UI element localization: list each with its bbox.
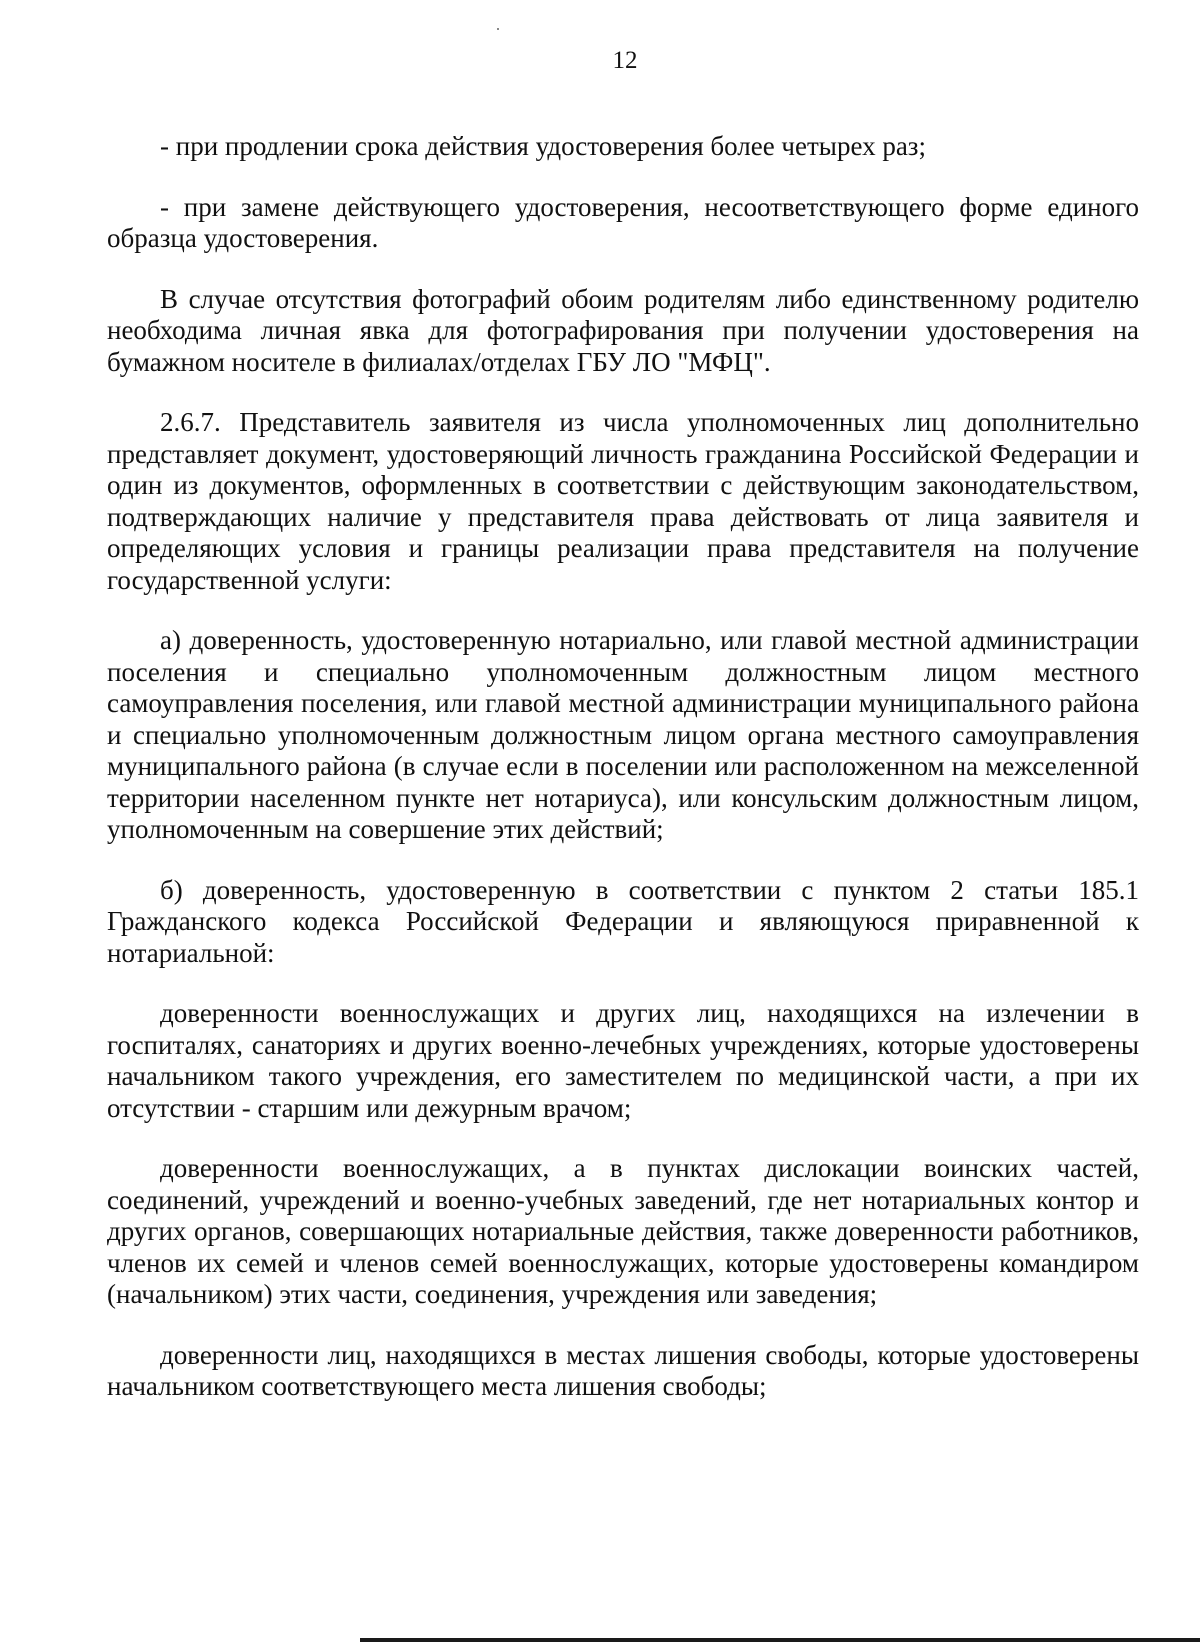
scan-edge-line <box>360 1638 1200 1642</box>
paragraph-military-hospitals: доверенности военнослужащих и других лиц, находящихся на излечении в госпиталях, санаториях и других военно-лечебных учреждениях, которые удостоверены начальником такого учреждения, его заместителем по медицинской части, а при их отсутствии - старшим или дежурным врачом; <box>107 998 1139 1123</box>
paragraph-military-units: доверенности военнослужащих, а в пунктах дислокации воинских частей, соединений, учреждений и военно-учебных заведений, где нет нотариальных контор и других органов, совершающих нотариальные действия, также доверенности работников, членов их семей и членов семей военнослужащих, которые удостоверены командиром (начальником) этих части, соединения, учреждения или заведения; <box>107 1153 1139 1309</box>
paragraph-2-6-7: 2.6.7. Представитель заявителя из числа уполномоченных лиц дополнительно представляет документ, удостоверяющий личность гражданина Российской Федерации и один из документов, оформленных в соответствии с действующим законодательством, подтверждающих наличие у представителя права действовать от лица заявителя и определяющих условия и границы реализации права представителя на получение государственной услуги: <box>107 407 1139 595</box>
document-body <box>107 131 1139 1432</box>
paragraph-replacement: - при замене действующего удостоверения, несоответствующего форме единого образца удостоверения. <box>107 191 1139 253</box>
paragraph-item-a: а) доверенность, удостоверенную нотариально, или главой местной администрации поселения и специально уполномоченным должностным лицом местного самоуправления поселения, или главой местной администрации муниципального района и специально уполномоченным должностным лицом органа местного самоуправления муниципального района (в случае если в поселении или расположенном на межселенной территории населенном пункте нет нотариуса), или консульским должностным лицом, уполномоченным на совершение этих действий; <box>107 625 1139 844</box>
paragraph-item-b: б) доверенность, удостоверенную в соответствии с пунктом 2 статьи 185.1 Гражданского кодекса Российской Федерации и являющуюся приравненной к нотариальной: <box>107 874 1139 968</box>
paragraph-photo-absence: В случае отсутствия фотографий обоим родителям либо единственному родителю необходима личная явка для фотографирования при получении удостоверения на бумажном носителе в филиалах/отделах ГБУ ЛО "МФЦ". <box>107 283 1139 377</box>
paragraph-detention: доверенности лиц, находящихся в местах лишения свободы, которые удостоверены начальником соответствующего места лишения свободы; <box>107 1339 1139 1401</box>
page-number: 12 <box>612 47 638 74</box>
scan-speck <box>497 28 499 30</box>
paragraph-extension-term: - при продлении срока действия удостоверения более четырех раз; <box>160 131 926 161</box>
